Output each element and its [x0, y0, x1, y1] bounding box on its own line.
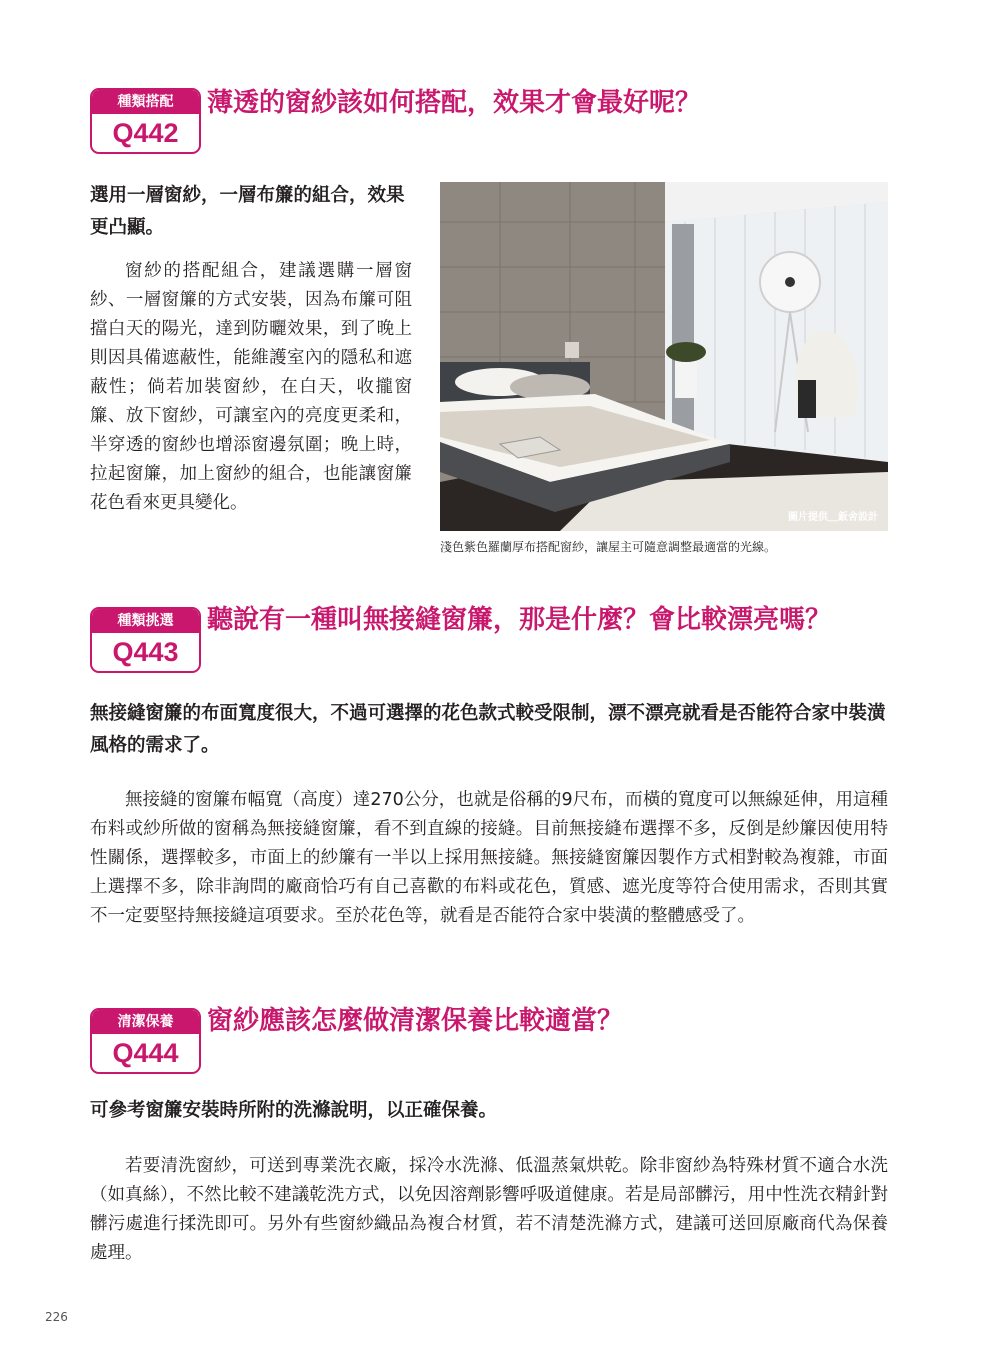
page-number: 226	[45, 1310, 68, 1324]
category-badge-q444	[90, 1008, 201, 1074]
category-badge-q443	[90, 607, 201, 673]
badge-category: 清潔保養	[92, 1010, 199, 1034]
category-badge-q442	[90, 88, 201, 154]
answer-lead-q443: 無接縫窗簾的布面寬度很大，不過可選擇的花色款式較受限制，漂不漂亮就看是否能符合家中裝潢風格的需求了。	[90, 703, 886, 756]
bedroom-photo	[440, 182, 888, 531]
question-title-q444: 窗紗應該怎麼做清潔保養比較適當？	[207, 1006, 624, 1036]
badge-number: Q443	[112, 637, 179, 667]
photo-credit: 圖片提供＿鈑舍設計	[788, 512, 878, 523]
question-title-q443: 聽說有一種叫無接縫窗簾，那是什麼？會比較漂亮嗎？	[207, 605, 832, 635]
answer-body-q442: 窗紗的搭配組合，建議選購一層窗紗、一層窗簾的方式安裝，因為布簾可阻擋白天的陽光，達到防曬效果，到了晚上則因具備遮蔽性，能維護室內的隱私和遮蔽性；倘若加裝窗紗，在白天，收攏窗簾、放下窗紗，可讓室內的亮度更柔和，半穿透的窗紗也增添窗邊氛圍；晚上時，拉起窗簾，加上窗紗的組合，也能讓窗簾花色看來更具變化。	[90, 261, 412, 513]
photo-caption: 淺色紫色羅蘭厚布搭配窗紗，讓屋主可隨意調整最適當的光線。	[440, 540, 777, 554]
answer-lead-q444: 可參考窗簾安裝時所附的洗滌說明，以正確保養。	[90, 1100, 498, 1121]
answer-body-q444: 若要清洗窗紗，可送到專業洗衣廠，採冷水洗滌、低溫蒸氣烘乾。除非窗紗為特殊材質不適合水洗（如真絲），不然比較不建議乾洗方式，以免因溶劑影響呼吸道健康。若是局部髒污，用中性洗衣精針對髒污處進行揉洗即可。另外有些窗紗織品為複合材質，若不清楚洗滌方式，建議可送回原廠商代為保養處理。	[90, 1156, 888, 1263]
badge-number: Q442	[112, 118, 179, 148]
answer-body-q443: 無接縫的窗簾布幅寬（高度）達270公分，也就是俗稱的9尺布，而橫的寬度可以無線延伸，用這種布料或紗所做的窗稱為無接縫窗簾，看不到直線的接縫。目前無接縫布選擇不多，反倒是紗簾因使用特性關係，選擇較多，市面上的紗簾有一半以上採用無接縫。無接縫窗簾因製作方式相對較為複雜，市面上選擇不多，除非詢問的廠商恰巧有自己喜歡的布料或花色，質感、遮光度等符合使用需求，否則其實不一定要堅持無接縫這項要求。至於花色等，就看是否能符合家中裝潢的整體感受了。	[90, 790, 888, 926]
badge-number: Q444	[112, 1038, 179, 1068]
bedroom-illustration	[440, 182, 888, 531]
answer-lead-q442: 選用一層窗紗，一層布簾的組合，效果更凸顯。	[90, 185, 405, 238]
badge-category: 種類搭配	[92, 90, 199, 114]
badge-category: 種類挑選	[92, 609, 199, 633]
question-title-q442: 薄透的窗紗該如何搭配，效果才會最好呢？	[207, 88, 702, 118]
